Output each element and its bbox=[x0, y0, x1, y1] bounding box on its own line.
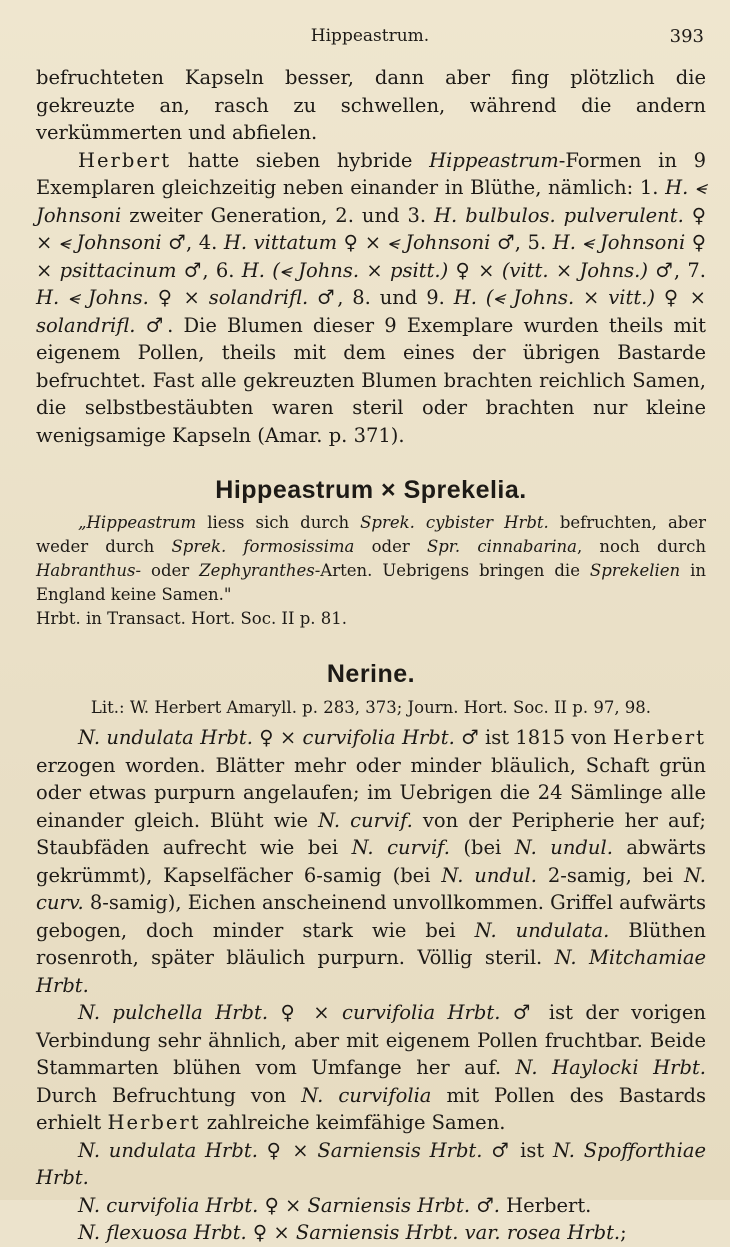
text-run: oder bbox=[354, 536, 427, 556]
taxon-name: „Hippeastrum bbox=[78, 512, 197, 532]
taxon-name: N. curvif. bbox=[351, 836, 450, 859]
taxon-name: Hippeastrum bbox=[429, 148, 559, 172]
taxon-name: N. pulchella Hrbt. ♀ × curvifolia Hrbt. ♂ bbox=[78, 1001, 537, 1024]
paragraph-nerine-pulchella bbox=[36, 999, 706, 1137]
text-run: (bei bbox=[449, 836, 515, 859]
taxon-name: H. vittatum ♀ × ⪪ Johnsoni ♂ bbox=[223, 231, 515, 254]
text-run: , 4. bbox=[186, 231, 224, 254]
author-name: Herbert bbox=[107, 1111, 201, 1134]
text-run: von der Peripherie her auf; Staubfäden aufrecht wie bei bbox=[36, 808, 706, 859]
paragraph-herbert-hybrids bbox=[36, 147, 706, 450]
text-run: ist 1815 von bbox=[478, 726, 613, 749]
text-run: Blüthen rosenroth, später bläulich purpurn. Völlig steril. bbox=[36, 918, 706, 969]
text-run: zweiter Generation, 2. und 3. bbox=[121, 203, 435, 227]
taxon-name: H. (⪪ Johns. × psitt.) ♀ × (vitt. × Johns.) ♂ bbox=[241, 258, 674, 282]
taxon-name: N. Mitchamiae Hrbt. bbox=[36, 946, 706, 997]
taxon-name: H. ⪪ Johns. ♀ × solandrifl. ♂ bbox=[36, 286, 338, 309]
text-run: ist bbox=[511, 1138, 553, 1162]
taxon-name: N. undul. bbox=[514, 836, 613, 859]
text-run: , 7. bbox=[673, 258, 706, 282]
text-run: , 6. bbox=[202, 258, 242, 282]
text-run: -Arten. Uebrigens bringen die bbox=[314, 560, 590, 580]
text-run: in England keine Samen." bbox=[36, 560, 707, 604]
taxon-name: N. curvifolia bbox=[301, 1083, 432, 1107]
running-header bbox=[36, 26, 704, 50]
paragraph-nerine-flexuosa-sarniensis bbox=[36, 1219, 706, 1247]
paragraph-nerine-undulata-curvifolia bbox=[36, 724, 706, 999]
taxon-name: N. undul. bbox=[441, 863, 537, 887]
text-run: mit Pollen des Bastards erhielt bbox=[36, 1083, 707, 1134]
text-run: -Formen in 9 Exemplaren gleichzeitig neben einander in Blüthe, nämlich: 1. bbox=[36, 148, 706, 199]
paragraph-nerine-spofforthiae bbox=[36, 1137, 706, 1192]
text-run: befruchten, aber weder durch bbox=[36, 512, 706, 556]
section-heading-hippeastrum-sprekelia: Hippeastrum × Sprekelia. bbox=[215, 476, 527, 504]
text-run: Durch Befruchtung von bbox=[36, 1083, 302, 1107]
literature-reference: Lit.: W. Herbert Amaryll. p. 283, 373; Journ. Hort. Soc. II p. 97, 98. bbox=[90, 698, 652, 717]
taxon-name: N. undulata Hrbt. ♀ × Sarniensis Hrbt. ♂ bbox=[78, 1138, 512, 1162]
text-run: zahlreiche keimfähige Samen. bbox=[200, 1111, 506, 1134]
taxon-name: N. curvif. bbox=[318, 808, 413, 832]
text-run: ist der vorigen Verbindung sehr ähnlich, aber mit eigenem Pollen fruchtbar. Beide Stammarten blühen vom Umfange her auf. bbox=[36, 1001, 706, 1079]
text-run: , 8. und 9. bbox=[337, 286, 454, 309]
section-heading-nerine: Nerine. bbox=[326, 659, 416, 688]
taxon-name: Sprek. cybister Hrbt. bbox=[360, 512, 549, 532]
text-run: , 5. bbox=[514, 231, 553, 254]
text-run: Herbert. bbox=[499, 1193, 592, 1217]
taxon-name: N. Haylocki Hrbt. bbox=[515, 1056, 707, 1079]
text-run: liess sich durch bbox=[196, 512, 361, 532]
taxon-name: N. undulata Hrbt. ♀ × curvifolia Hrbt. ♂ bbox=[78, 726, 479, 749]
quote-paragraph bbox=[36, 511, 706, 607]
taxon-name: Habranthus- bbox=[36, 560, 142, 580]
page-number: 393 bbox=[669, 26, 704, 47]
text-run: 8-samig), Eichen anscheinend unvollkommen. Griffel aufwärts gebogen, doch minder stark wie bei bbox=[36, 891, 707, 942]
taxon-name: Sprekelien bbox=[589, 560, 681, 580]
text-run: hatte sieben hybride bbox=[171, 148, 430, 172]
taxon-name: H. (⪪ Johns. × vitt.) ♀ × solandrifl. ♂ bbox=[36, 286, 706, 337]
taxon-name: N. curvifolia Hrbt. ♀ × Sarniensis Hrbt. ♂. bbox=[78, 1193, 500, 1217]
text-run: . Die Blumen dieser 9 Exemplare wurden theils mit eigenem Pollen, theils mit dem eines der übrigen Bastarde befruchtet. Fast alle gekreuzten Blumen brachten reichlich Samen, die selbstbestäubten waren steril oder brachten nur kleine wenigsamige Kapseln (Amar. p. 371). bbox=[36, 313, 706, 447]
text-run: erzogen worden. Blätter mehr oder minder bläulich, Schaft grün oder etwas purpurn angelaufen; im Uebrigen die 24 Sämlinge alle einander gleich. Blüht wie bbox=[36, 753, 706, 832]
text-run: 2-samig, bei bbox=[536, 863, 684, 887]
paragraph-nerine-curvifolia-sarniensis bbox=[36, 1192, 706, 1220]
taxon-name: H. bulbulos. pulverulent. ♀ × ⪪ Johnsoni ♂ bbox=[36, 203, 706, 254]
author-name: Herbert bbox=[78, 148, 172, 172]
running-title: Hippeastrum. bbox=[310, 26, 430, 46]
text-run: ; bbox=[620, 1221, 627, 1244]
taxon-name: Spr. cinnabarina bbox=[426, 536, 577, 556]
taxon-name: Sprek. formosissima bbox=[171, 536, 355, 556]
paragraph-continuation: befruchteten Kapseln besser, dann aber fing plötzlich die gekreuzte an, rasch zu schwellen, während die andern verkümmerten und abfielen. bbox=[36, 66, 706, 144]
taxon-name: H. ⪪ Johnsoni ♀ × psittacinum ♂ bbox=[36, 231, 706, 282]
taxon-name: Zephyranthes bbox=[199, 560, 315, 580]
taxon-name: N. undulata. bbox=[474, 918, 610, 942]
taxon-name: H. ⪪ Johnsoni bbox=[36, 176, 706, 227]
author-name: Herbert bbox=[612, 726, 706, 749]
text-run: , noch durch bbox=[576, 536, 706, 556]
page-body bbox=[36, 64, 706, 1247]
taxon-name: N. curv. bbox=[36, 863, 706, 914]
taxon-name: N. Spofforthiae Hrbt. bbox=[36, 1138, 706, 1189]
taxon-name: N. flexuosa Hrbt. ♀ × Sarniensis Hrbt. var. rosea Hrbt. bbox=[78, 1221, 621, 1244]
text-run: abwärts gekrümmt), Kapselfächer 6-samig (bei bbox=[36, 836, 706, 887]
quote-source: Hrbt. in Transact. Hort. Soc. II p. 81. bbox=[36, 608, 348, 628]
text-run: oder bbox=[141, 560, 200, 580]
